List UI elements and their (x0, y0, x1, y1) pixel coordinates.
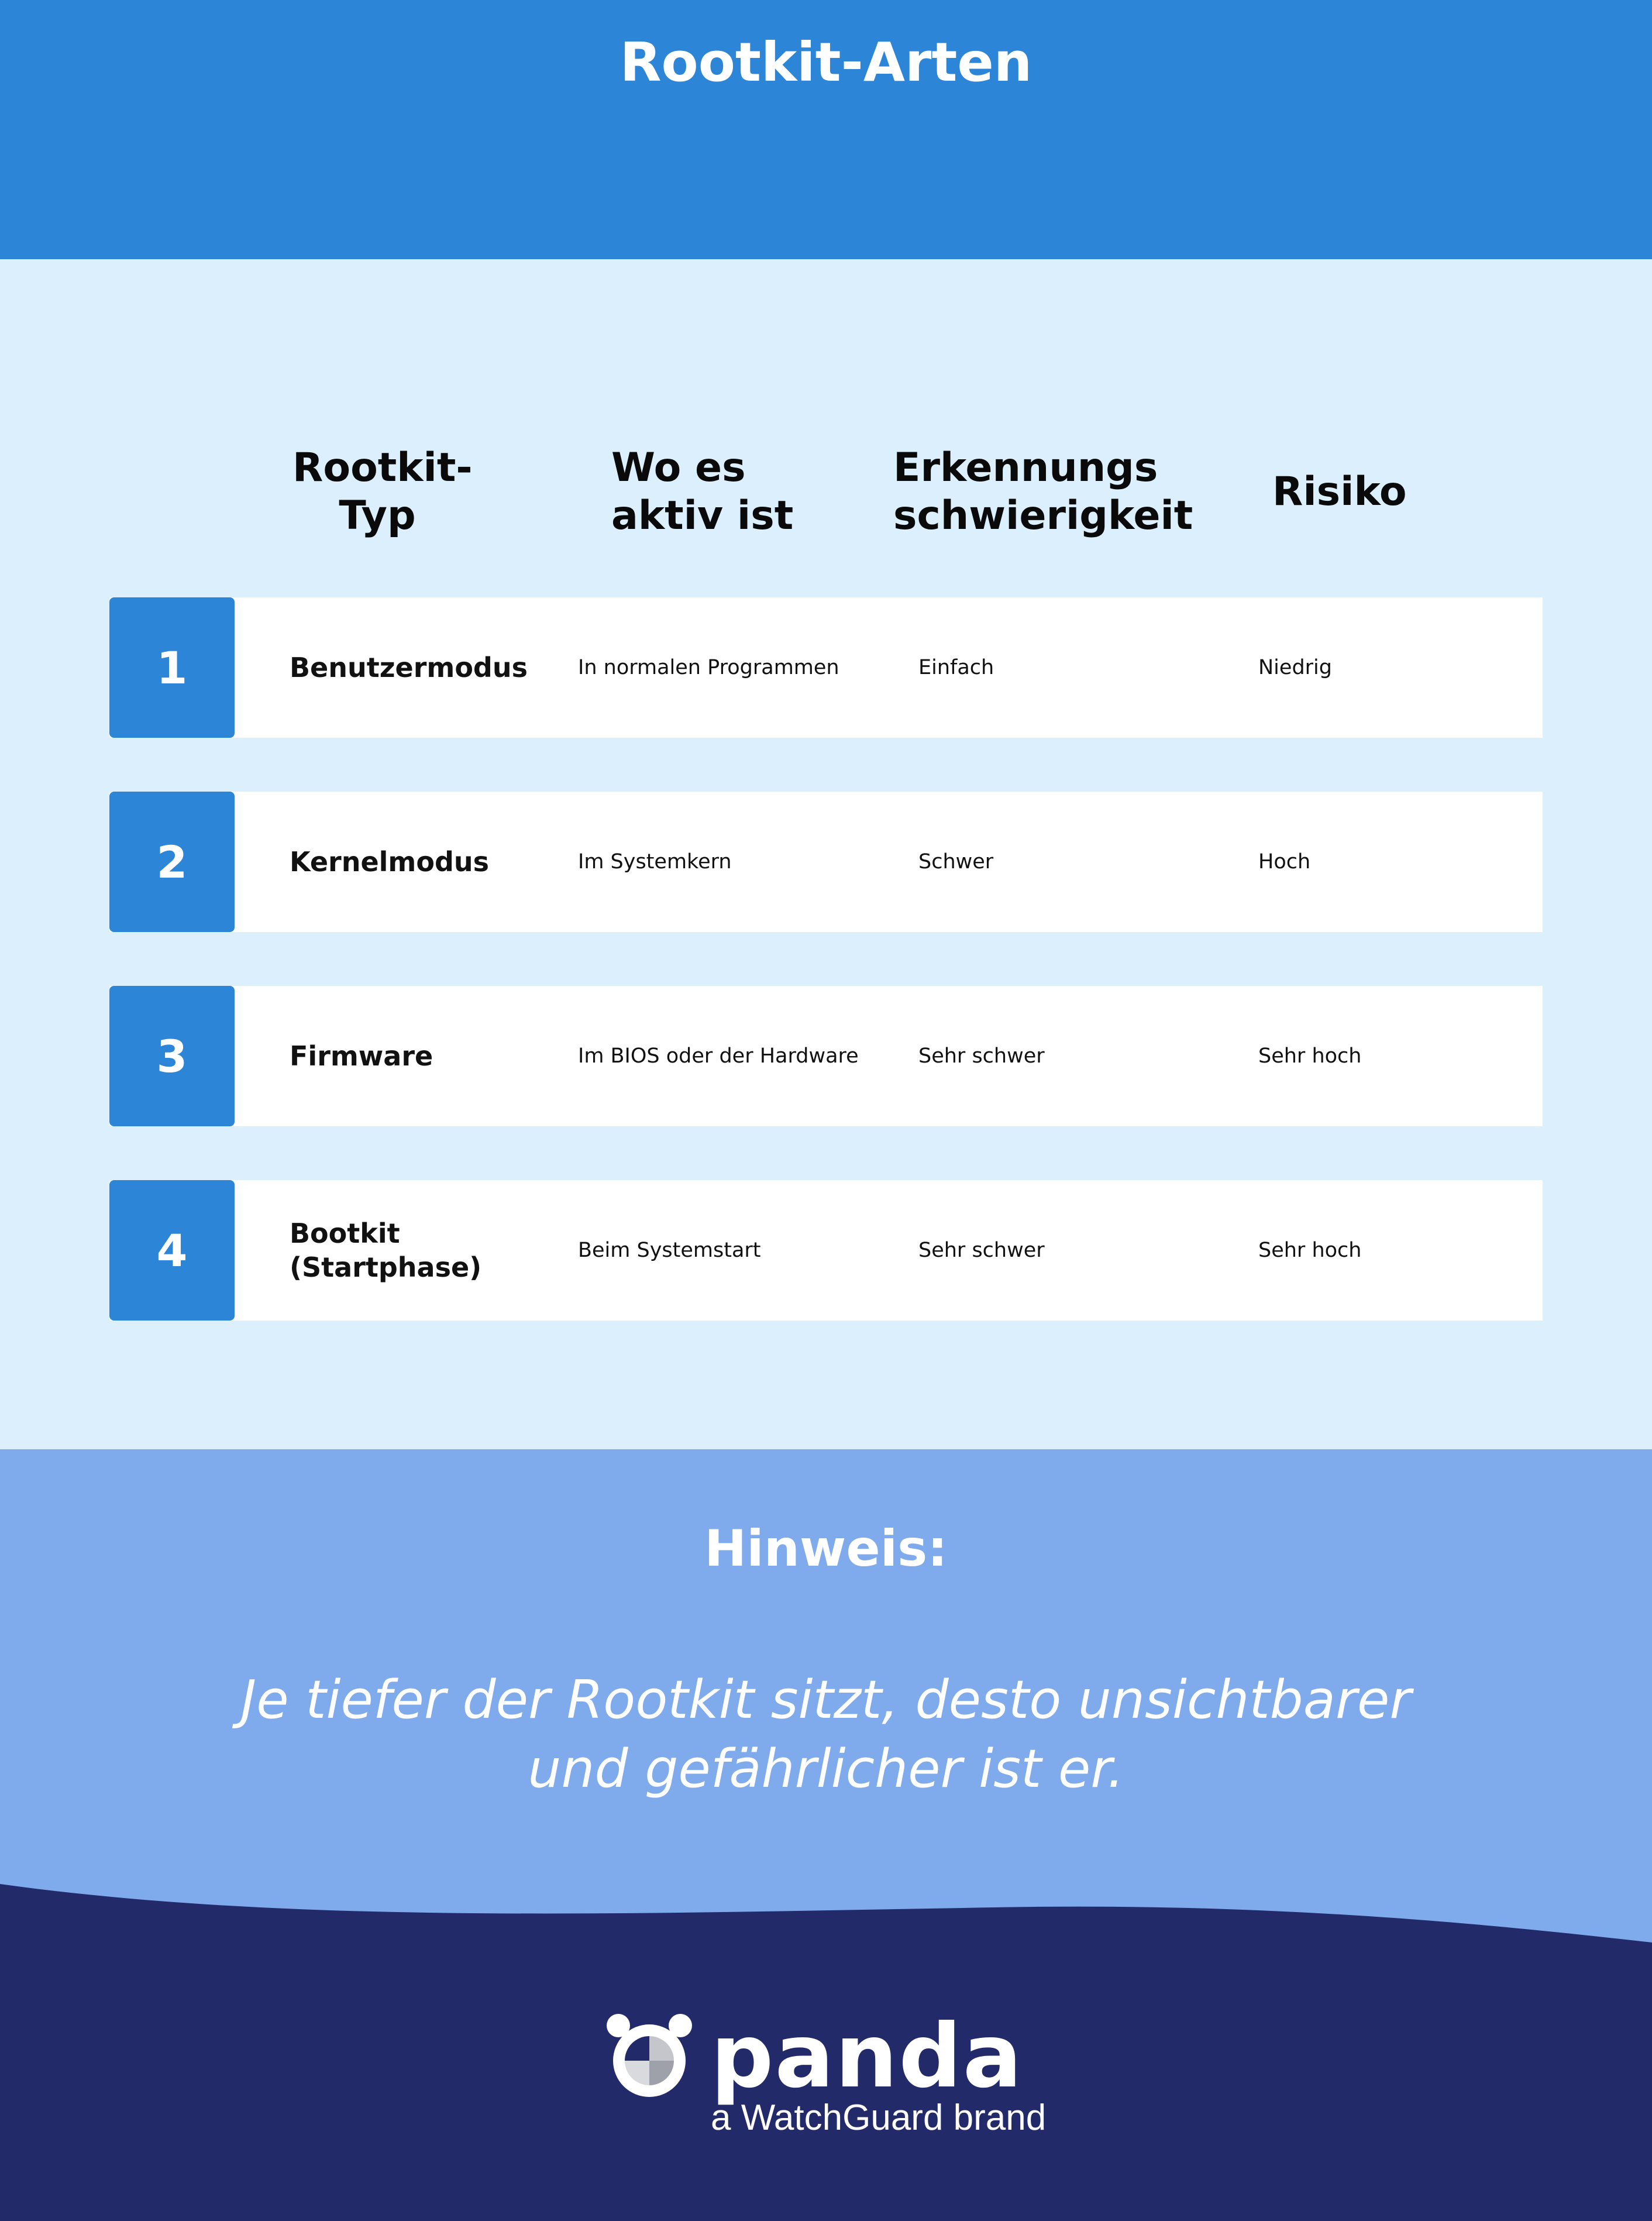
table-row (109, 597, 1543, 738)
active-location: Im BIOS oder der Hardware (578, 1044, 859, 1068)
risk-level: Hoch (1258, 850, 1311, 874)
active-location: In normalen Programmen (578, 656, 839, 679)
detection-difficulty: Sehr schwer (918, 1044, 1045, 1068)
row-number-badge: 1 (109, 597, 235, 738)
rootkit-type: Kernelmodus (290, 846, 490, 878)
risk-level: Niedrig (1258, 656, 1332, 679)
brand-name: panda (711, 2006, 1023, 2107)
detection-difficulty: Einfach (918, 656, 994, 679)
detection-difficulty: Sehr schwer (918, 1239, 1045, 1262)
brand-tagline: a WatchGuard brand (711, 2098, 1047, 2138)
rootkit-type: Firmware (290, 1040, 433, 1072)
page-title: Rootkit-Arten (619, 31, 1032, 94)
active-location: Im Systemkern (578, 850, 732, 874)
table-row (109, 792, 1543, 932)
column-header-difficulty: Erkennungs schwierigkeit (893, 445, 1193, 539)
column-header-risk: Risiko (1272, 469, 1407, 515)
rootkit-type: Bootkit (Startphase) (290, 1218, 482, 1283)
detection-difficulty: Schwer (918, 850, 994, 874)
column-header-type: Rootkit- Typ (292, 445, 473, 539)
header-banner (0, 0, 1652, 259)
note-heading: Hinweis: (704, 1519, 948, 1578)
row-number-badge: 2 (109, 792, 235, 932)
rootkit-table (0, 259, 1652, 1449)
note-text: Je tiefer der Rootkit sitzt, desto unsichtbarer und gefährlicher ist er. (240, 1669, 1412, 1800)
rootkit-type: Benutzermodus (290, 652, 528, 683)
active-location: Beim Systemstart (578, 1239, 761, 1262)
risk-level: Sehr hoch (1258, 1044, 1362, 1068)
column-header-where: Wo es aktiv ist (611, 445, 794, 539)
risk-level: Sehr hoch (1258, 1239, 1362, 1262)
row-number-badge: 4 (109, 1180, 235, 1321)
row-number-badge: 3 (109, 986, 235, 1126)
table-row (109, 1180, 1543, 1321)
brand-logo (605, 2007, 1050, 2147)
table-row (109, 986, 1543, 1126)
panda-icon (605, 2013, 693, 2100)
